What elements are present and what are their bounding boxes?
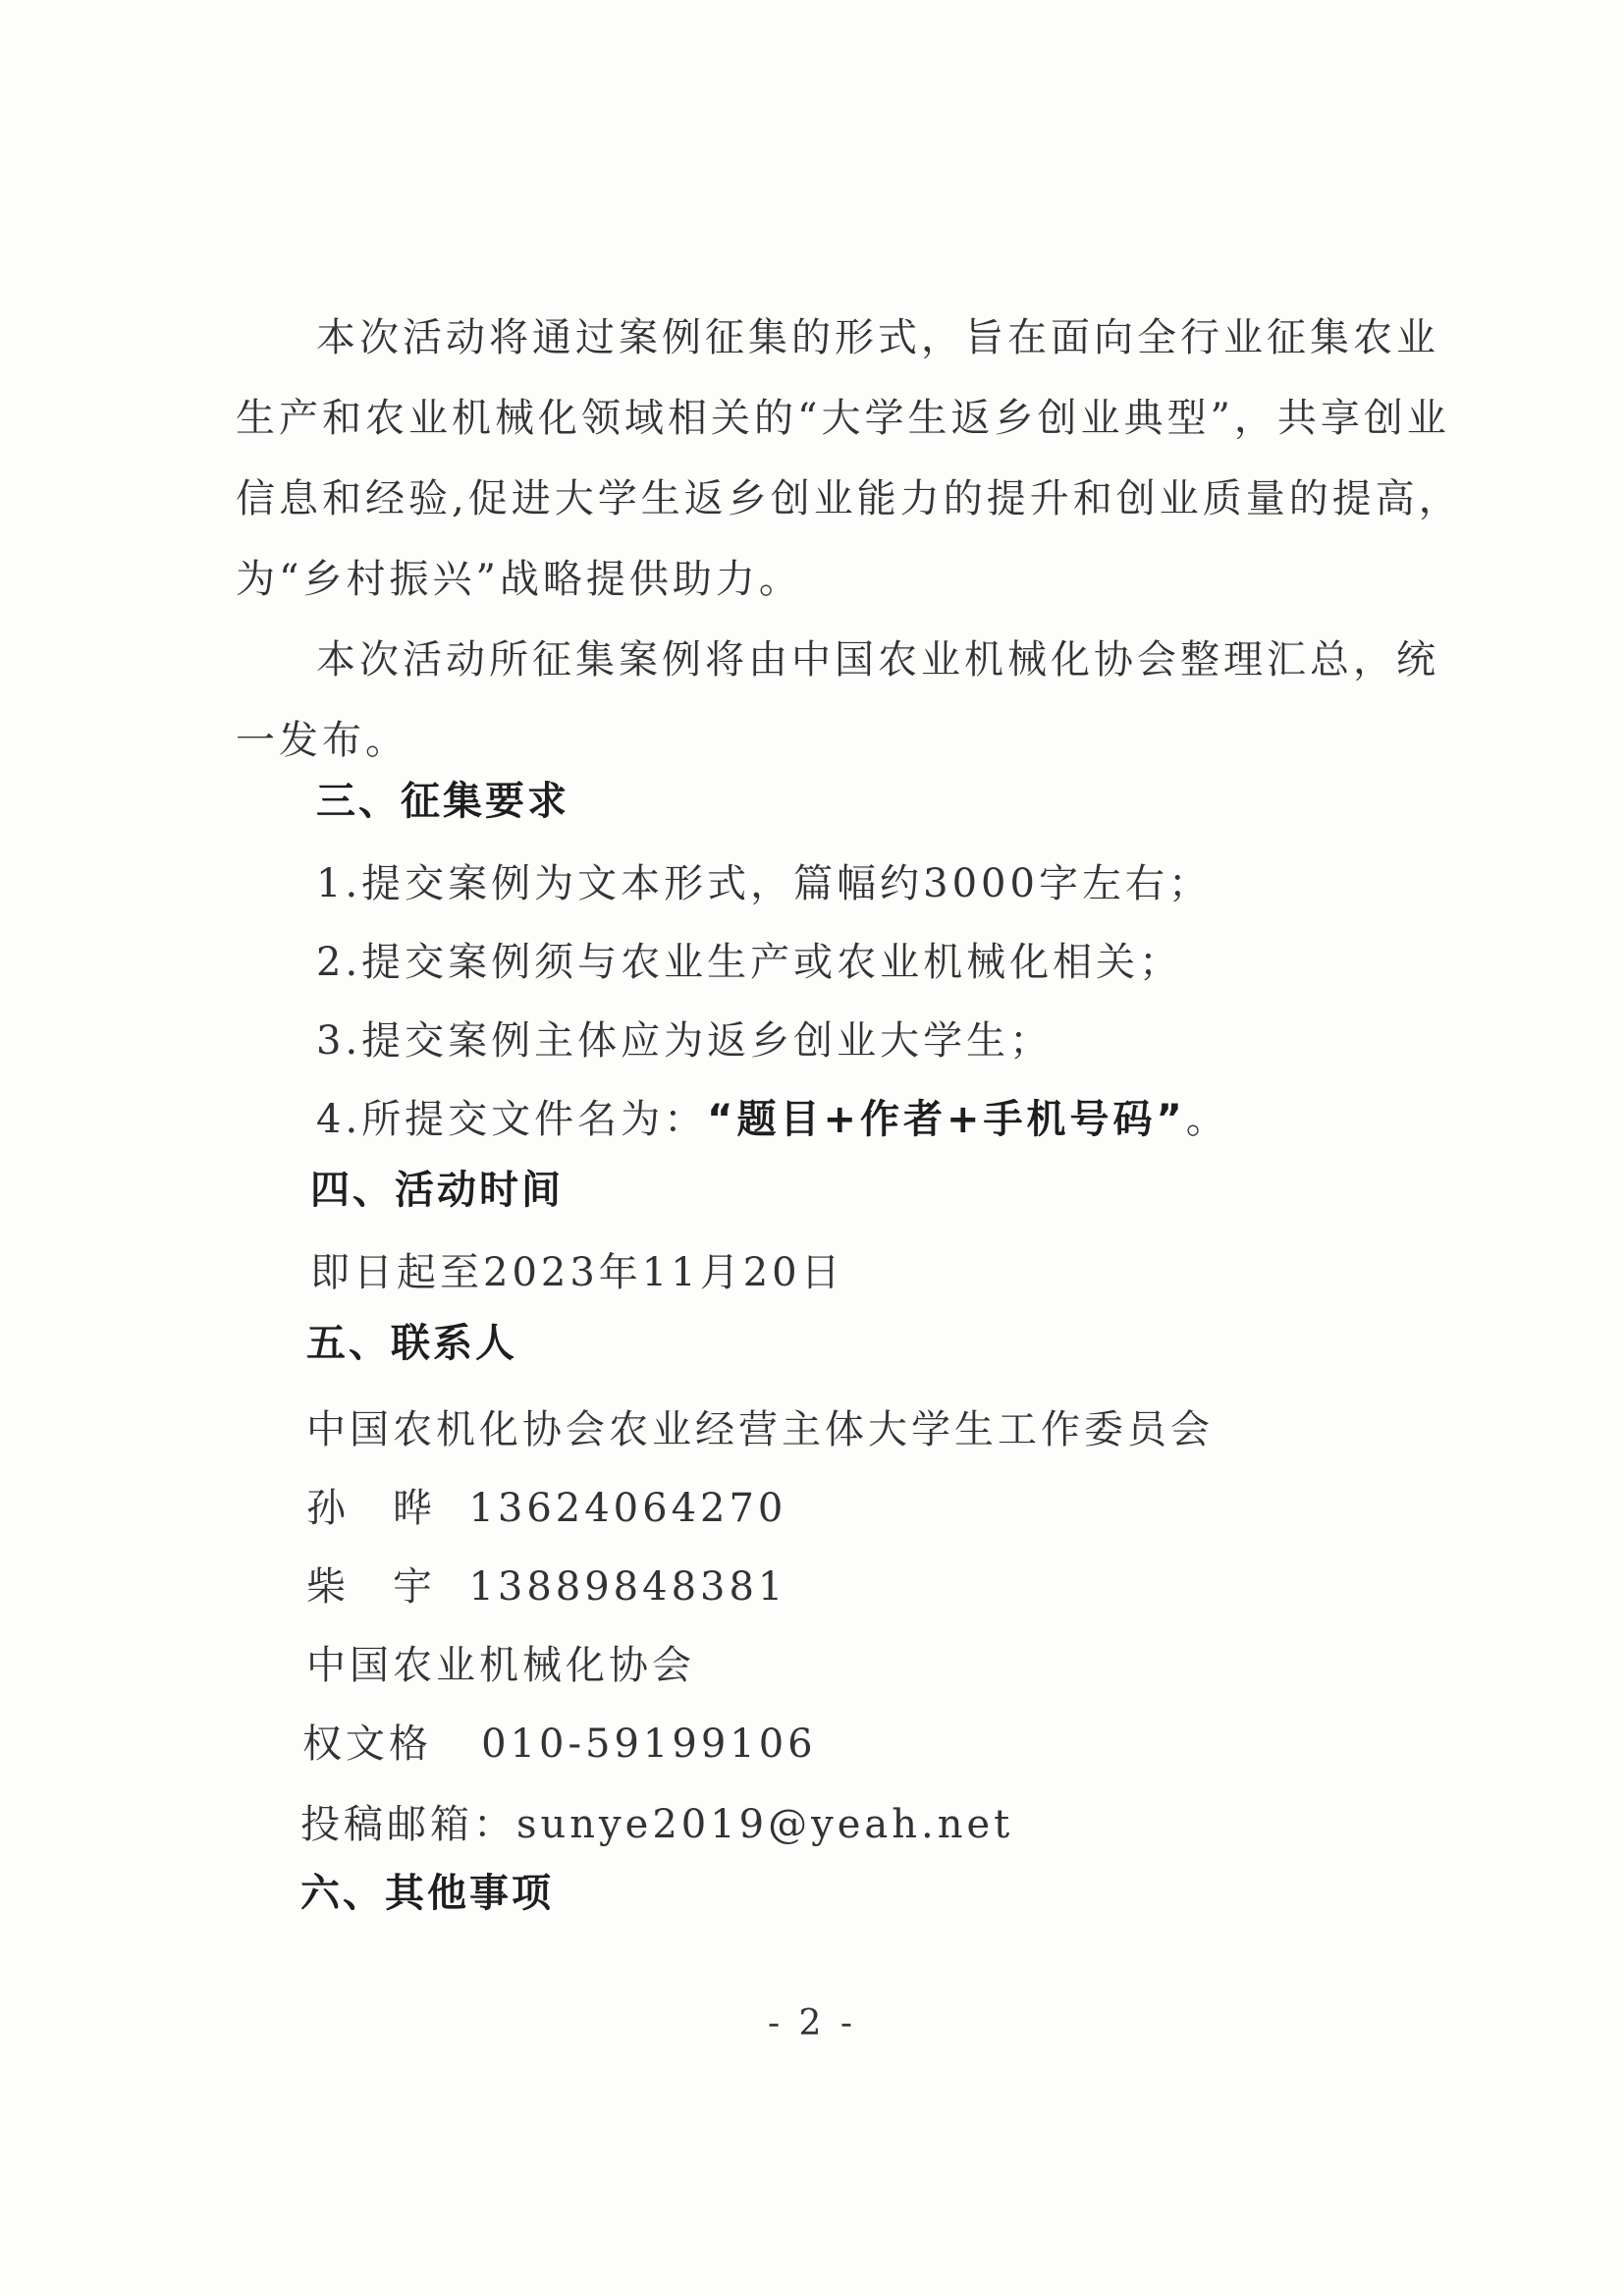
section-3-item-3: 3.提交案例主体应为返乡创业大学生； — [316, 1018, 1054, 1064]
section-6-heading: 六、其他事项 — [300, 1871, 554, 1916]
section-3-item-4-prefix: 4.所提交文件名为： — [316, 1097, 708, 1142]
paragraph-2-line-1: 本次活动所征集案例将由中国农业机械化协会整理汇总，统 — [316, 637, 1439, 683]
page-number: - 2 - — [767, 2003, 857, 2044]
contact-2-name: 柴 宇 — [306, 1564, 436, 1610]
section-3-item-4 — [316, 1092, 1229, 1147]
section-3-item-1: 1.提交案例为文本形式，篇幅约3000字左右； — [316, 861, 1212, 906]
paragraph-1-line-3: 信息和经验,促进大学生返乡创业能力的提升和创业质量的提高， — [236, 476, 1462, 521]
paragraph-1-line-1: 本次活动将通过案例征集的形式，旨在面向全行业征集农业 — [316, 315, 1439, 360]
section-5-contact-3 — [302, 1717, 817, 1772]
contact-3-name: 权文格 — [302, 1722, 432, 1767]
section-5-email — [300, 1797, 1013, 1852]
paragraph-2-line-2: 一发布。 — [236, 718, 408, 763]
section-5-org-1: 中国农机化协会农业经营主体大学生工作委员会 — [306, 1407, 1214, 1452]
section-5-heading: 五、联系人 — [306, 1321, 517, 1366]
section-3-item-4-suffix: 。 — [1185, 1097, 1229, 1142]
email-address: sunye2019@yeah.net — [516, 1802, 1014, 1847]
section-5-contact-2 — [306, 1559, 786, 1614]
section-3-heading: 三、征集要求 — [316, 779, 569, 824]
section-4-date: 即日起至2023年11月20日 — [310, 1250, 844, 1295]
section-3-item-4-filename: “题目+作者+手机号码” — [707, 1097, 1186, 1142]
section-5-contact-1 — [306, 1481, 786, 1536]
paragraph-1-line-2: 生产和农业机械化领域相关的“大学生返乡创业典型”，共享创业 — [236, 396, 1450, 441]
email-label: 投稿邮箱： — [300, 1802, 516, 1847]
section-3-item-2: 2.提交案例须与农业生产或农业机械化相关； — [316, 940, 1183, 985]
contact-1-name: 孙 晔 — [306, 1486, 436, 1531]
contact-1-phone: 13624064270 — [468, 1486, 787, 1531]
section-4-heading: 四、活动时间 — [310, 1168, 564, 1213]
paragraph-1-line-4: 为“乡村振兴”战略提供助力。 — [236, 557, 802, 602]
section-5-org-2: 中国农业机械化协会 — [306, 1643, 695, 1688]
contact-2-phone: 13889848381 — [468, 1564, 787, 1610]
contact-3-phone: 010-59199106 — [481, 1722, 817, 1767]
